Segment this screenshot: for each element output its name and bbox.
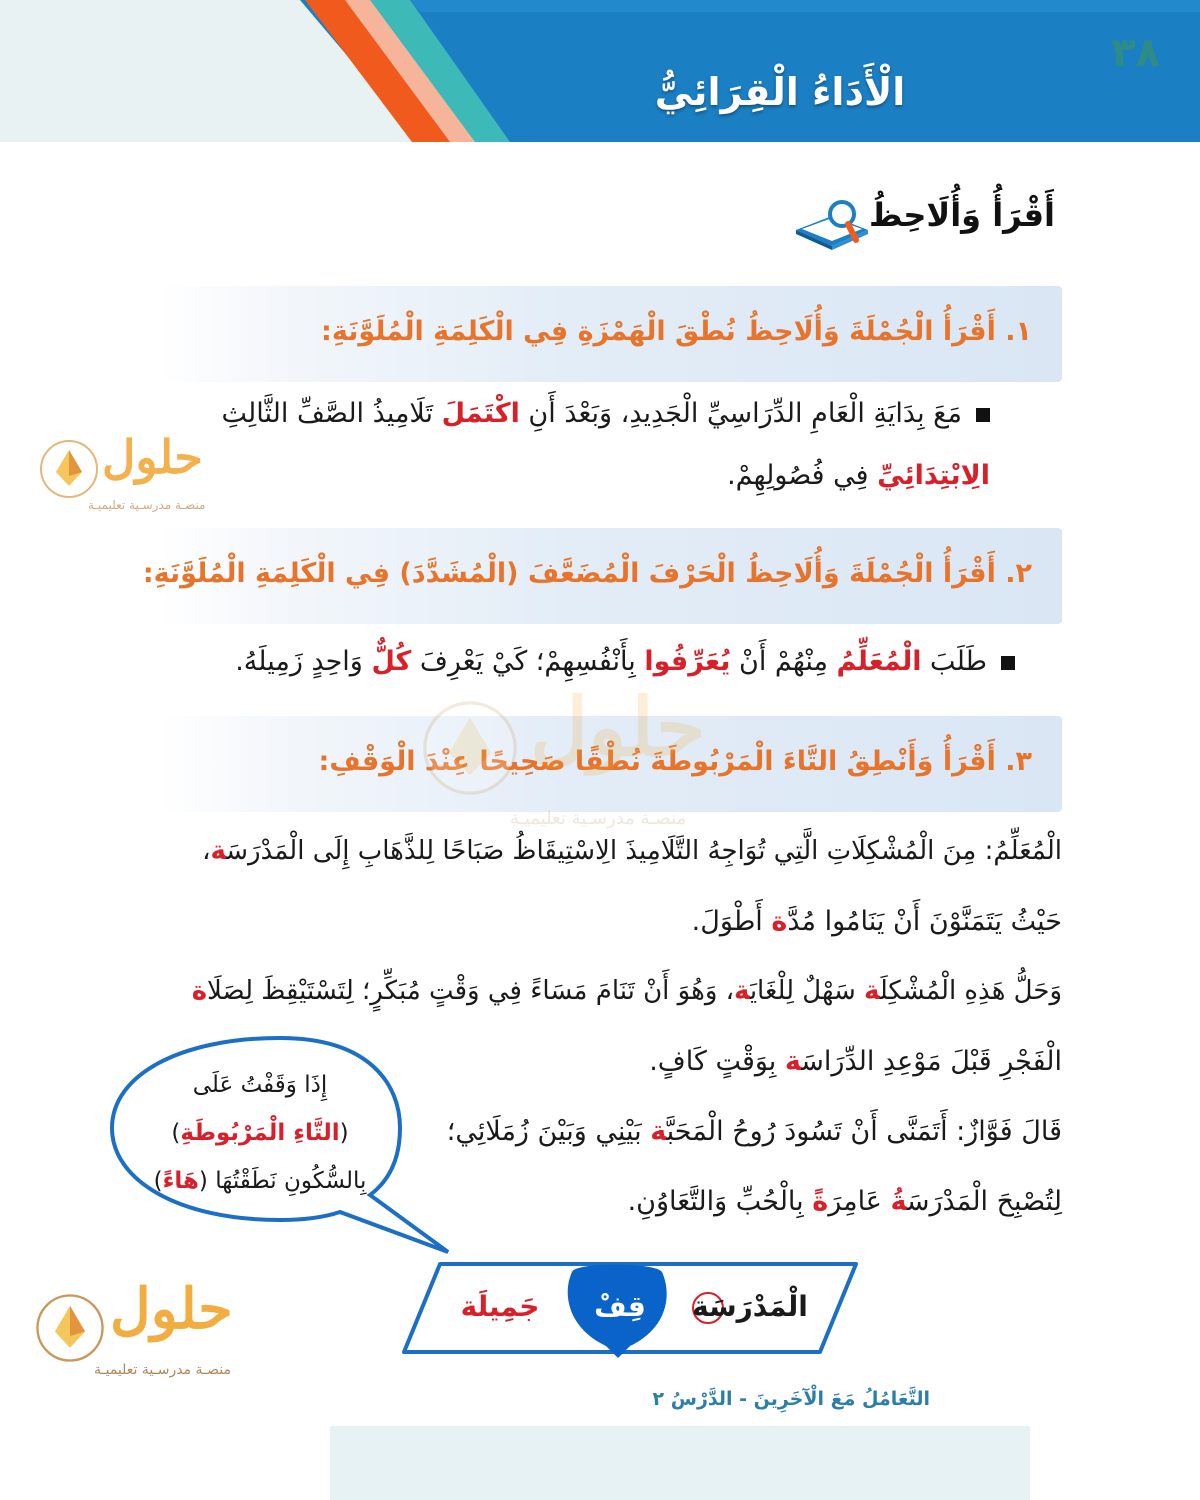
passage-line-1: الْمُعَلِّمُ: مِنَ الْمُشْكِلَاتِ الَّتِي تُوَاجِهُ التَّلَامِيذَ الِاسْتِيقَاظُ صَبَاحًا لِلذَّهَابِ إِلَى الْمَدْرَسَة، xyxy=(202,836,1062,866)
instruction-bar-2 xyxy=(142,528,1062,624)
instruction-bar-1 xyxy=(160,286,1062,382)
watermark-brand: حلول xyxy=(102,430,203,484)
bubble-line-3: بِالسُّكُونِ نَطَقْتُهَا (هَاءً) xyxy=(153,1168,367,1194)
example-1-line-2: الِابْتِدَائِيِّ فِي فُصُولِهِمْ. xyxy=(727,460,990,491)
watermark-tagline: منصـة مدرسـية تعليميـة xyxy=(94,1362,231,1378)
book-magnifier-icon xyxy=(792,196,872,252)
stop-word-beautiful: جَمِيلَة xyxy=(460,1290,540,1323)
watermark-tagline: منصـة مدرسـية تعليميـة xyxy=(88,498,206,512)
stop-word-school: الْمَدْرَسَة xyxy=(692,1290,808,1323)
passage-line-6: لِتُصْبِحَ الْمَدْرَسَةُ عَامِرَةً بِالْحُبِّ وَالتَّعَاوُنِ. xyxy=(627,1186,1062,1217)
bubble-line-2: (التَّاءِ الْمَرْبُوطَةِ) xyxy=(171,1120,349,1146)
bullet-square-icon xyxy=(976,408,990,422)
passage-line-4: الْفَجْرِ قَبْلَ مَوْعِدِ الدِّرَاسَة بِوَقْتٍ كَافٍ. xyxy=(649,1046,1062,1077)
stop-badge-label: قِفْ xyxy=(594,1290,646,1323)
example-2-line: طَلَبَ الْمُعَلِّمُ مِنْهُمْ أَنْ يُعَرِّفُوا بِأَنْفُسِهِمْ؛ كَيْ يَعْرِفَ كُلٌّ وَاحِدٍ زَمِيلَهُ. xyxy=(235,646,1015,677)
page-title: الْأَدَاءُ الْقِرَائِيُّ xyxy=(654,70,906,114)
page-header xyxy=(0,0,1200,142)
page-number: ٣٨ xyxy=(1111,30,1160,76)
watermark-brand: حلول xyxy=(530,680,706,774)
footer-band xyxy=(330,1426,1030,1500)
instruction-text-1: ١. أَقْرَأُ الْجُمْلَةَ وَأُلَاحِظُ نُطْقَ الْهَمْزَةِ فِي الْكَلِمَةِ الْمُلَوَّنَةِ: xyxy=(321,316,1032,347)
footer-lesson-label: التَّعَامُلُ مَعَ الْآخَرِينَ - الدَّرْسُ ٢ xyxy=(652,1388,930,1410)
watermark-logo-center xyxy=(410,680,810,840)
watermark-brand: حلول xyxy=(110,1276,233,1342)
watermark-emblem-icon xyxy=(34,1292,106,1364)
watermark-emblem-icon xyxy=(38,438,100,500)
watermark-logo-2 xyxy=(34,1276,274,1386)
example-1-line-1: مَعَ بِدَايَةِ الْعَامِ الدِّرَاسِيِّ الْجَدِيدِ، وَبَعْدَ أَنِ اكْتَمَلَ تَلَامِيذُ الصَّفِّ الثَّالِثِ xyxy=(222,398,990,429)
bubble-line-1: إِذَا وَقَفْتُ عَلَى xyxy=(192,1072,328,1098)
instruction-text-2: ٢. أَقْرَأُ الْجُمْلَةَ وَأُلَاحِظُ الْحَرْفَ الْمُضَعَّفَ (الْمُشَدَّدَ) فِي الْكَلِمَةِ الْمُلَوَّنَةِ: xyxy=(142,558,1032,589)
section-heading: أَقْرَأُ وَأُلَاحِظُ xyxy=(869,196,1055,234)
watermark-tagline: منصـة مدرسـية تعليميـة xyxy=(510,808,687,829)
watermark-emblem-icon xyxy=(420,698,520,798)
passage-line-5: قَالَ فَوَّازٌ: أَتَمَنَّى أَنْ تَسُودَ رُوحُ الْمَحَبَّة بَيْنِي وَبَيْنَ زُمَلَائِي؛ xyxy=(446,1116,1062,1147)
bullet-square-icon xyxy=(1001,656,1015,670)
passage-line-3: وَحَلُّ هَذِهِ الْمُشْكِلَة سَهْلٌ لِلْغَايَة، وَهُوَ أَنْ تَنَامَ مَسَاءً فِي وَقْتٍ مُبَكِّرٍ؛ لِتَسْتَيْقِظَ لِصَلَاة xyxy=(191,976,1062,1006)
watermark-logo-1 xyxy=(38,430,248,516)
header-decorative-band xyxy=(0,0,1200,142)
passage-line-2: حَيْثُ يَتَمَنَّوْنَ أَنْ يَنَامُوا مُدَّة أَطْوَلَ. xyxy=(691,906,1062,937)
instruction-text-3: ٣. أَقْرَأُ وَأَنْطِقُ التَّاءَ الْمَرْبُوطَةَ نُطْقًا صَحِيحًا عِنْدَ الْوَقْفِ: xyxy=(318,746,1032,777)
